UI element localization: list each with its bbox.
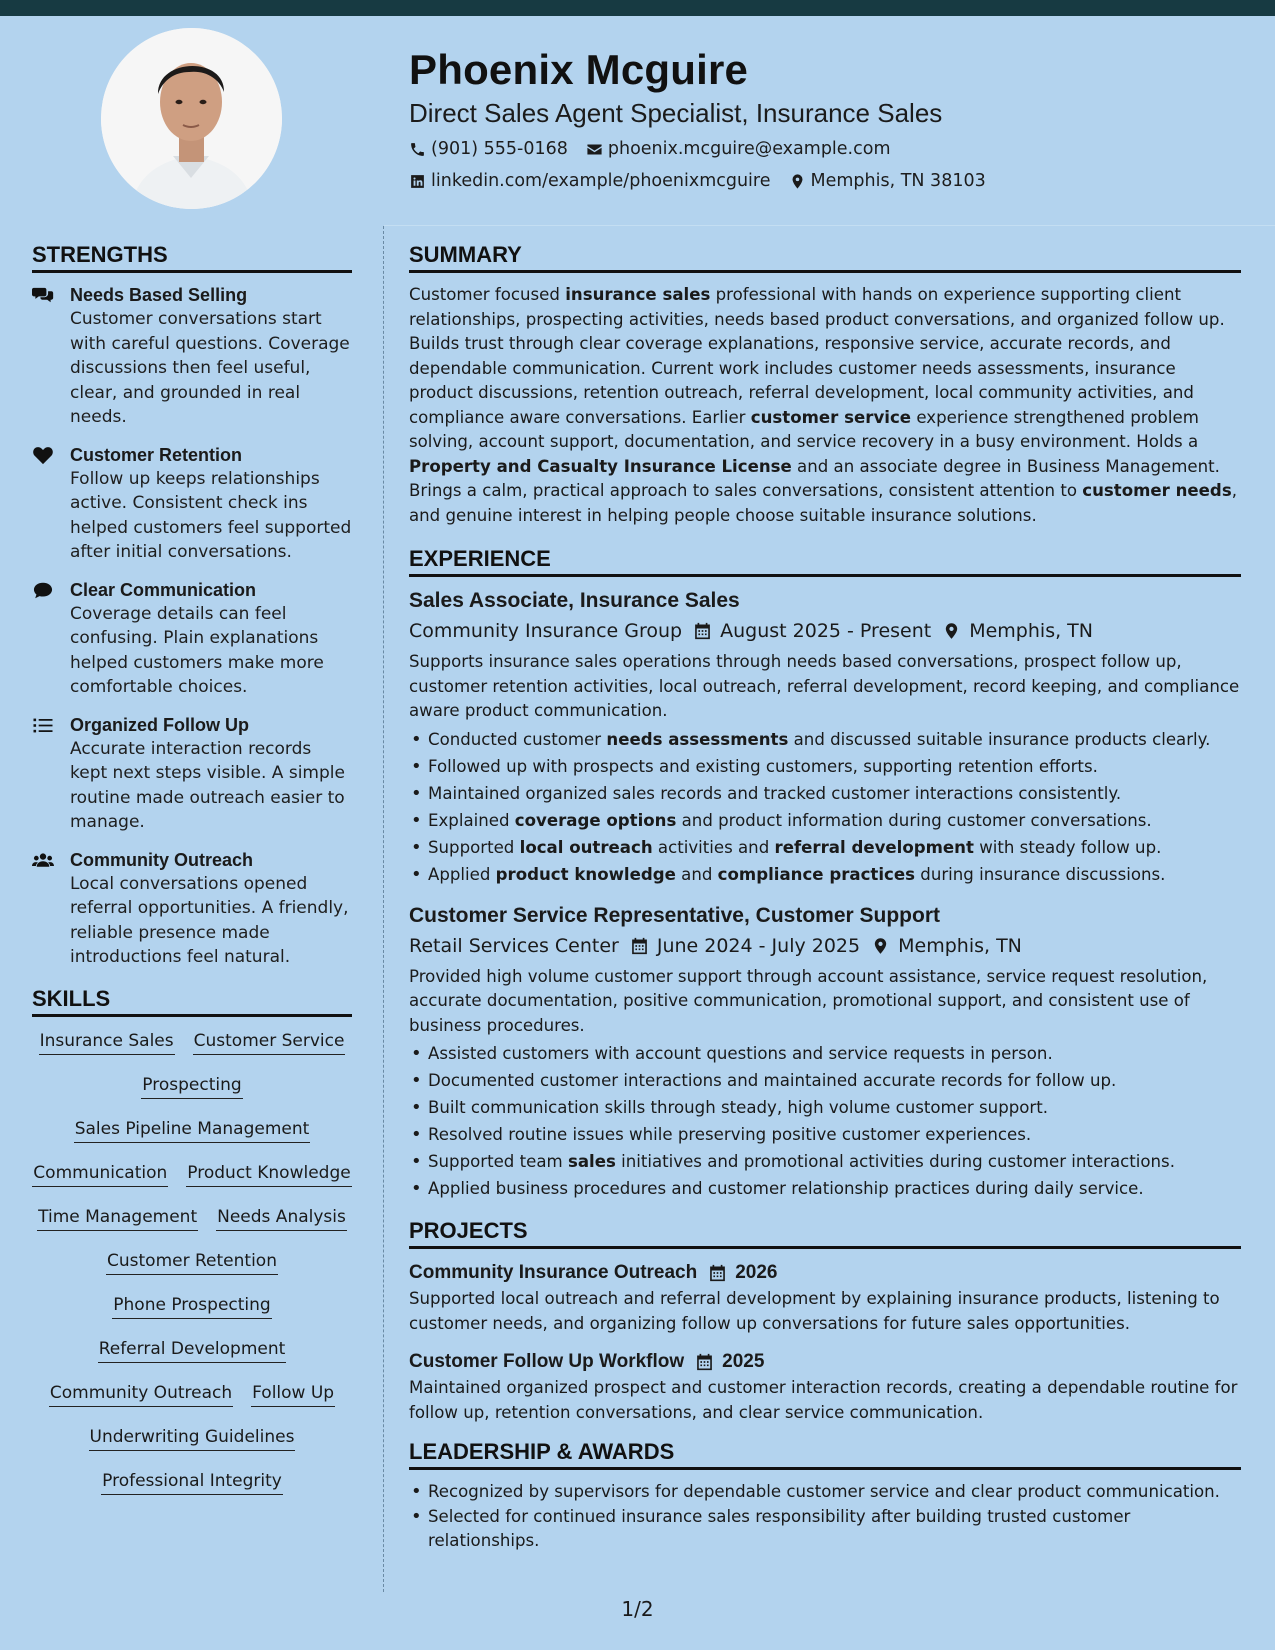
list-icon bbox=[32, 713, 70, 835]
job-meta bbox=[409, 617, 1241, 645]
phone-contact bbox=[409, 138, 568, 160]
job-bullets bbox=[409, 1040, 1241, 1202]
project-year: 2025 bbox=[722, 1351, 765, 1372]
job-dates: August 2025 - Present bbox=[720, 620, 932, 642]
highlight-text: insurance sales bbox=[565, 285, 711, 304]
highlight-text: product knowledge bbox=[495, 864, 676, 884]
job-description: Provided high volume customer support through account assistance, service request resolution, accurate documentation, positive communication, promotional support, and consistent use of business procedures. bbox=[409, 966, 1208, 1035]
award-item: • Recognized by supervisors for dependable customer service and clear product communication. bbox=[409, 1480, 1241, 1505]
text-run: professional with hands on experience supporting client relationships, prospecting activities, needs based product conversations, and organized follow up. Builds trust through clear coverage explanations, responsive service, accurate records, and dependable communication. Current work includes customer needs assessments, insurance product discussions, retention outreach, referral development, local community activities, and compliance aware conversations. Earlier bbox=[409, 285, 1225, 427]
strength-title: Clear Communication bbox=[70, 579, 257, 600]
text-run: Supported team bbox=[428, 1152, 568, 1171]
text-run: activities and bbox=[652, 837, 775, 857]
calendar-icon bbox=[631, 937, 648, 955]
email-contact[interactable] bbox=[586, 138, 891, 160]
summary-heading: SUMMARY bbox=[409, 240, 1241, 273]
text-run: Applied business procedures and customer relationship practices during daily service. bbox=[428, 1179, 1144, 1198]
bullet-item bbox=[409, 1175, 1241, 1202]
experience-list bbox=[409, 587, 1241, 1202]
company-name: Retail Services Center bbox=[409, 934, 619, 957]
text-run: Followed up with prospects and existing customers, supporting retention efforts. bbox=[428, 756, 1098, 776]
right-column bbox=[409, 240, 1241, 1568]
projects-list bbox=[409, 1259, 1241, 1425]
project-description: Maintained organized prospect and customer interaction records, creating a dependable routine for follow up, retention conversations, and clear service communication. bbox=[409, 1378, 1238, 1422]
phone-icon bbox=[409, 141, 426, 158]
skill-tag: Needs Analysis bbox=[216, 1205, 347, 1231]
phone-number: (901) 555-0168 bbox=[431, 139, 568, 159]
job-entry bbox=[409, 902, 1241, 1203]
bullet-item bbox=[409, 1148, 1241, 1175]
highlight-text: local outreach bbox=[519, 837, 653, 857]
skill-tag: Community Outreach bbox=[49, 1381, 233, 1407]
page-number: 1/2 bbox=[621, 1597, 654, 1621]
skill-tag: Follow Up bbox=[251, 1381, 335, 1407]
job-title: Sales Associate, Insurance Sales bbox=[409, 589, 740, 612]
column-divider bbox=[383, 226, 384, 1592]
skill-tag: Customer Service bbox=[193, 1029, 346, 1055]
resume-header bbox=[409, 44, 1249, 192]
heart-icon bbox=[32, 443, 70, 565]
text-run: and discussed suitable insurance products clearly. bbox=[788, 729, 1211, 749]
calendar-icon bbox=[709, 1264, 726, 1282]
candidate-title: Direct Sales Agent Specialist, Insurance Sales bbox=[409, 98, 943, 128]
text-run: Supported bbox=[428, 837, 520, 857]
text-run: Assisted customers with account questions and service requests in person. bbox=[428, 1044, 1053, 1063]
strength-desc: Local conversations opened referral opportunities. A friendly, reliable presence made introductions feel natural. bbox=[70, 873, 349, 967]
bullet-item bbox=[409, 753, 1241, 780]
linkedin-contact[interactable] bbox=[409, 170, 771, 192]
highlight-text: customer service bbox=[750, 407, 912, 427]
strength-desc: Customer conversations start with careful questions. Coverage discussions then feel useful, clear, and grounded in real needs. bbox=[70, 309, 350, 427]
highlight-text: sales bbox=[567, 1152, 616, 1171]
skill-tag: Professional Integrity bbox=[101, 1469, 283, 1495]
strength-item bbox=[32, 848, 352, 970]
linkedin-icon bbox=[409, 173, 426, 190]
project-description: Supported local outreach and referral development by explaining insurance products, listening to customer needs, and organizing follow up conversations for future sales opportunities. bbox=[409, 1289, 1220, 1333]
strength-item bbox=[32, 713, 352, 835]
highlight-text: referral development bbox=[774, 837, 974, 857]
awards-list bbox=[409, 1480, 1241, 1554]
text-run: initiatives and promotional activities during customer interactions. bbox=[615, 1152, 1175, 1171]
text-run: Explained bbox=[428, 810, 515, 830]
skill-tag: Phone Prospecting bbox=[112, 1293, 271, 1319]
skill-tag: Prospecting bbox=[141, 1073, 242, 1099]
calendar-icon bbox=[694, 622, 711, 640]
job-bullets bbox=[409, 726, 1241, 888]
job-location: Memphis, TN bbox=[969, 620, 1093, 642]
strength-desc: Accurate interaction records kept next steps visible. A simple routine made outreach easier to manage. bbox=[70, 738, 345, 832]
bullet-item bbox=[409, 807, 1241, 834]
map-pin-icon bbox=[943, 622, 960, 640]
text-run: , and genuine interest in helping people choose suitable insurance solutions. bbox=[409, 481, 1237, 525]
project-title: Customer Follow Up Workflow bbox=[409, 1351, 685, 1372]
strength-title: Needs Based Selling bbox=[70, 285, 248, 305]
highlight-text: Property and Casualty Insurance License bbox=[409, 456, 792, 476]
bullet-item bbox=[409, 1094, 1241, 1121]
strength-title: Organized Follow Up bbox=[70, 714, 249, 735]
strength-item bbox=[32, 443, 352, 565]
bullet-item bbox=[409, 780, 1241, 807]
text-run: Maintained organized sales records and tracked customer interactions consistently. bbox=[428, 783, 1122, 803]
strength-item bbox=[32, 283, 352, 430]
profile-photo bbox=[101, 28, 282, 209]
skill-tag: Communication bbox=[32, 1161, 168, 1187]
text-run: with steady follow up. bbox=[973, 837, 1162, 857]
job-title: Customer Service Representative, Customer Support bbox=[409, 903, 940, 927]
header-divider bbox=[384, 225, 1275, 226]
job-location: Memphis, TN bbox=[898, 934, 1022, 957]
text-run: Resolved routine issues while preserving positive customer experiences. bbox=[428, 1125, 1032, 1144]
highlight-text: coverage options bbox=[514, 810, 677, 830]
map-pin-icon bbox=[789, 173, 806, 190]
candidate-name: Phoenix Mcguire bbox=[409, 46, 749, 93]
projects-heading: PROJECTS bbox=[409, 1216, 1241, 1249]
project-entry bbox=[409, 1348, 1241, 1425]
strength-desc: Follow up keeps relationships active. Consistent check ins helped customers feel supported after initial conversations. bbox=[70, 468, 352, 562]
text-run: during insurance discussions. bbox=[915, 864, 1166, 884]
linkedin-url[interactable]: linkedin.com/example/phoenixmcguire bbox=[431, 171, 771, 191]
highlight-text: customer needs bbox=[1082, 481, 1232, 500]
left-column bbox=[32, 240, 352, 1495]
strengths-list bbox=[32, 283, 352, 970]
skill-tag: Customer Retention bbox=[106, 1249, 278, 1275]
bullet-item bbox=[409, 1067, 1241, 1094]
summary-text bbox=[409, 283, 1241, 528]
highlight-text: compliance practices bbox=[717, 864, 916, 884]
comments-icon bbox=[32, 283, 70, 430]
job-dates: June 2024 - July 2025 bbox=[656, 934, 861, 957]
skill-tag: Referral Development bbox=[98, 1337, 287, 1363]
award-item: • Selected for continued insurance sales responsibility after building trusted customer relationships. bbox=[409, 1505, 1241, 1554]
skills-list bbox=[32, 1027, 352, 1495]
strength-item bbox=[32, 578, 352, 700]
project-title: Community Insurance Outreach bbox=[409, 1262, 698, 1283]
strength-title: Customer Retention bbox=[70, 444, 243, 465]
map-pin-icon bbox=[872, 937, 889, 955]
bullet-item bbox=[409, 1040, 1241, 1067]
text-run: Applied bbox=[428, 864, 496, 884]
text-run: and an associate degree in Business Management. Brings a calm, practical approach to sales conversations, consistent attention to bbox=[409, 456, 1220, 500]
speech-bubble-icon bbox=[32, 578, 70, 700]
contact-row-1 bbox=[409, 138, 1249, 160]
project-entry bbox=[409, 1259, 1241, 1336]
highlight-text: needs assessments bbox=[606, 729, 789, 749]
skill-tag: Sales Pipeline Management bbox=[74, 1117, 311, 1143]
location-contact bbox=[789, 170, 986, 192]
text-run: Customer focused bbox=[409, 285, 566, 304]
job-meta bbox=[409, 932, 1241, 960]
bullet-item bbox=[409, 1121, 1241, 1148]
bullet-item bbox=[409, 861, 1241, 888]
strengths-heading: STRENGTHS bbox=[32, 240, 352, 273]
skill-tag: Underwriting Guidelines bbox=[89, 1425, 296, 1451]
job-entry bbox=[409, 587, 1241, 888]
strength-desc: Coverage details can feel confusing. Plain explanations helped customers make more comfortable choices. bbox=[70, 603, 324, 697]
envelope-icon bbox=[586, 141, 603, 158]
text-run: Built communication skills through steady, high volume customer support. bbox=[428, 1098, 1049, 1117]
skill-tag: Time Management bbox=[37, 1205, 198, 1231]
project-title-row bbox=[409, 1259, 1241, 1287]
users-icon bbox=[32, 848, 70, 970]
skills-heading: SKILLS bbox=[32, 984, 352, 1017]
calendar-icon bbox=[696, 1353, 713, 1371]
experience-heading: EXPERIENCE bbox=[409, 544, 1241, 577]
awards-heading: LEADERSHIP & AWARDS bbox=[409, 1437, 1241, 1470]
bullet-item bbox=[409, 834, 1241, 861]
text-run: and bbox=[675, 864, 718, 884]
email-address[interactable]: phoenix.mcguire@example.com bbox=[607, 139, 891, 159]
text-run: experience strengthened problem solving, account support, documentation, and service recovery in a busy environment. Holds a bbox=[409, 407, 1199, 451]
project-year: 2026 bbox=[735, 1262, 778, 1283]
strength-title: Community Outreach bbox=[70, 849, 254, 870]
skill-tag: Product Knowledge bbox=[186, 1161, 351, 1187]
job-description: Supports insurance sales operations through needs based conversations, prospect follow up, customer retention activities, local outreach, referral development, record keeping, and compliance aware product communication. bbox=[409, 652, 1240, 720]
bullet-item bbox=[409, 726, 1241, 753]
location-text: Memphis, TN 38103 bbox=[810, 171, 986, 191]
contact-row-2 bbox=[409, 170, 1249, 192]
text-run: and product information during customer conversations. bbox=[676, 810, 1152, 830]
text-run: Documented customer interactions and maintained accurate records for follow up. bbox=[428, 1071, 1117, 1090]
top-bar bbox=[0, 0, 1275, 16]
skill-tag: Insurance Sales bbox=[39, 1029, 175, 1055]
text-run: Conducted customer bbox=[428, 729, 607, 749]
project-title-row bbox=[409, 1348, 1241, 1376]
company-name: Community Insurance Group bbox=[409, 620, 683, 642]
